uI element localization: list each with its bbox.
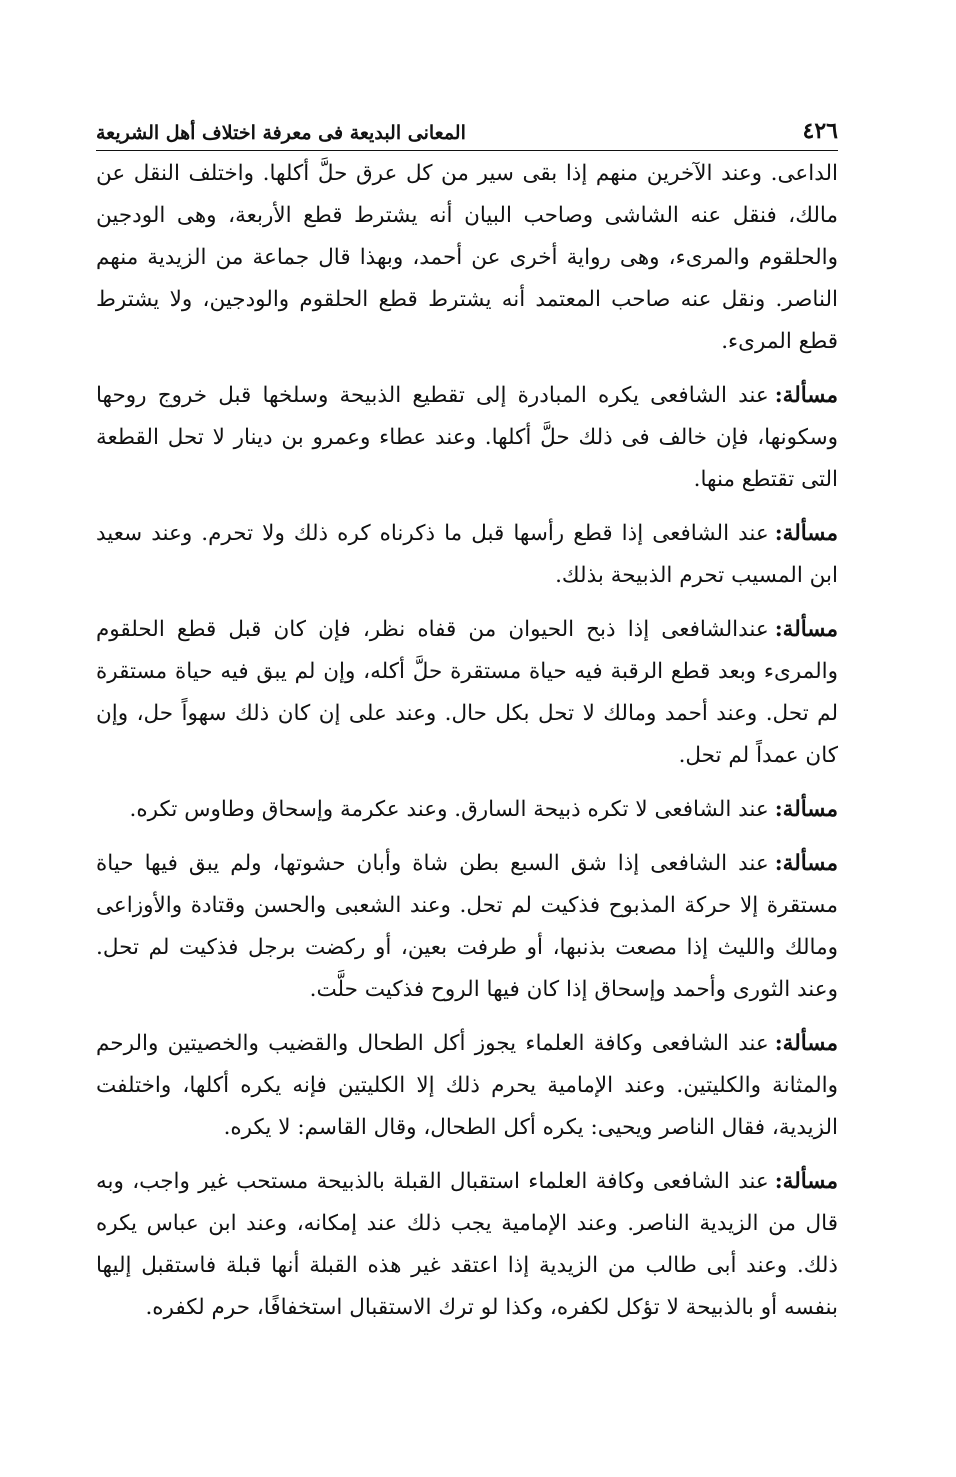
masala-paragraph xyxy=(96,789,838,831)
masala-label: مسألة: xyxy=(774,1031,838,1056)
masala-paragraph xyxy=(96,843,838,1011)
masala-paragraph xyxy=(96,609,838,777)
masala-paragraph xyxy=(96,513,838,597)
masala-label: مسألة: xyxy=(774,383,838,408)
masala-label: مسألة: xyxy=(774,851,838,876)
page-header xyxy=(96,118,838,151)
masala-text: عندالشافعى إذا ذبح الحيوان من قفاه نظر، فإن كان قبل قطع الحلقوم والمرىء وبعد قطع الرقبة فيه حياة مستقرة حلَّ أكله، وإن لم يبق فيه حياة مستقرة لم تحل. وعند أحمد ومالك لا تحل بكل حال. وعند على إن كان ذلك سهواً حل، وإن كان عمداً لم تحل. xyxy=(96,617,838,768)
page-body xyxy=(96,153,838,1329)
masala-text: عند الشافعى وكافة العلماء استقبال القبلة بالذبيحة مستحب غير واجب، وبه قال من الزيدية الناصر. وعند الإمامية يجب ذلك عند إمكانه، وعند ابن عباس يكره ذلك. وعند أبى طالب من الزيدية إذا اعتقد غير هذه القبلة أنها قبلة فاستقبل إليها بنفسه أو بالذبيحة لا تؤكل لكفره، وكذا لو ترك الاستقبال استخفافًا، حرم لكفره. xyxy=(96,1169,838,1320)
masala-label: مسألة: xyxy=(774,797,838,822)
masala-text: عند الشافعى إذا شق السبع بطن شاة وأبان حشوتها، ولم يبق فيها حياة مستقرة إلا حركة المذبوح فذكيت لم تحل. وعند الشعبى والحسن وقتادة والأوزاعى ومالك والليث إذا مصعت بذنبها، أو طرفت بعين، أو ركضت برجل فذكيت لم تحل. وعند الثورى وأحمد وإسحاق إذا كان فيها الروح فذكيت حلَّت. xyxy=(96,851,838,1002)
masala-label: مسألة: xyxy=(774,1169,838,1194)
masala-text: عند الشافعى يكره المبادرة إلى تقطيع الذبيحة وسلخها قبل خروج روحها وسكونها، فإن خالف فى ذلك حلَّ أكلها. وعند عطاء وعمرو بن دينار لا تحل القطعة التى تقتطع منها. xyxy=(96,383,838,492)
intro-paragraph: الداعى. وعند الآخرين منهم إذا بقى سير من كل عرق حلَّ أكلها. واختلف النقل عن مالك، فنقل عنه الشاشى وصاحب البيان أنه يشترط قطع الأربعة، وهى الودجين والحلقوم والمرىء، وهى رواية أخرى عن أحمد، وبهذا قال جماعة من الزيدية منهم الناصر. ونقل عنه صاحب المعتمد أنه يشترط قطع الحلقوم والودجين، ولا يشترط قطع المرىء. xyxy=(96,161,838,354)
page-number: ٤٢٦ xyxy=(802,118,838,144)
masala-paragraph xyxy=(96,1023,838,1149)
masala-text: عند الشافعى وكافة العلماء يجوز أكل الطحال والقضيب والخصيتين والرحم والمثانة والكليتين. وعند الإمامية يحرم ذلك إلا الكليتين فإنه يكره أكلها، واختلفت الزيدية، فقال الناصر ويحيى: يكره أكل الطحال، وقال القاسم: لا يكره. xyxy=(96,1031,838,1140)
masala-label: مسألة: xyxy=(774,617,838,642)
masala-paragraph xyxy=(96,375,838,501)
masala-label: مسألة: xyxy=(774,521,838,546)
running-title: المعانى البديعة فى معرفة اختلاف أهل الشريعة xyxy=(96,122,466,144)
masala-text: عند الشافعى لا تكره ذبيحة السارق. وعند عكرمة وإسحاق وطاوس تكره. xyxy=(129,797,769,822)
masala-paragraph xyxy=(96,1161,838,1329)
masala-text: عند الشافعى إذا قطع رأسها قبل ما ذكرناه كره ذلك ولا تحرم. وعند سعيد ابن المسيب تحرم الذبيحة بذلك. xyxy=(96,521,838,588)
book-page xyxy=(96,118,838,1341)
